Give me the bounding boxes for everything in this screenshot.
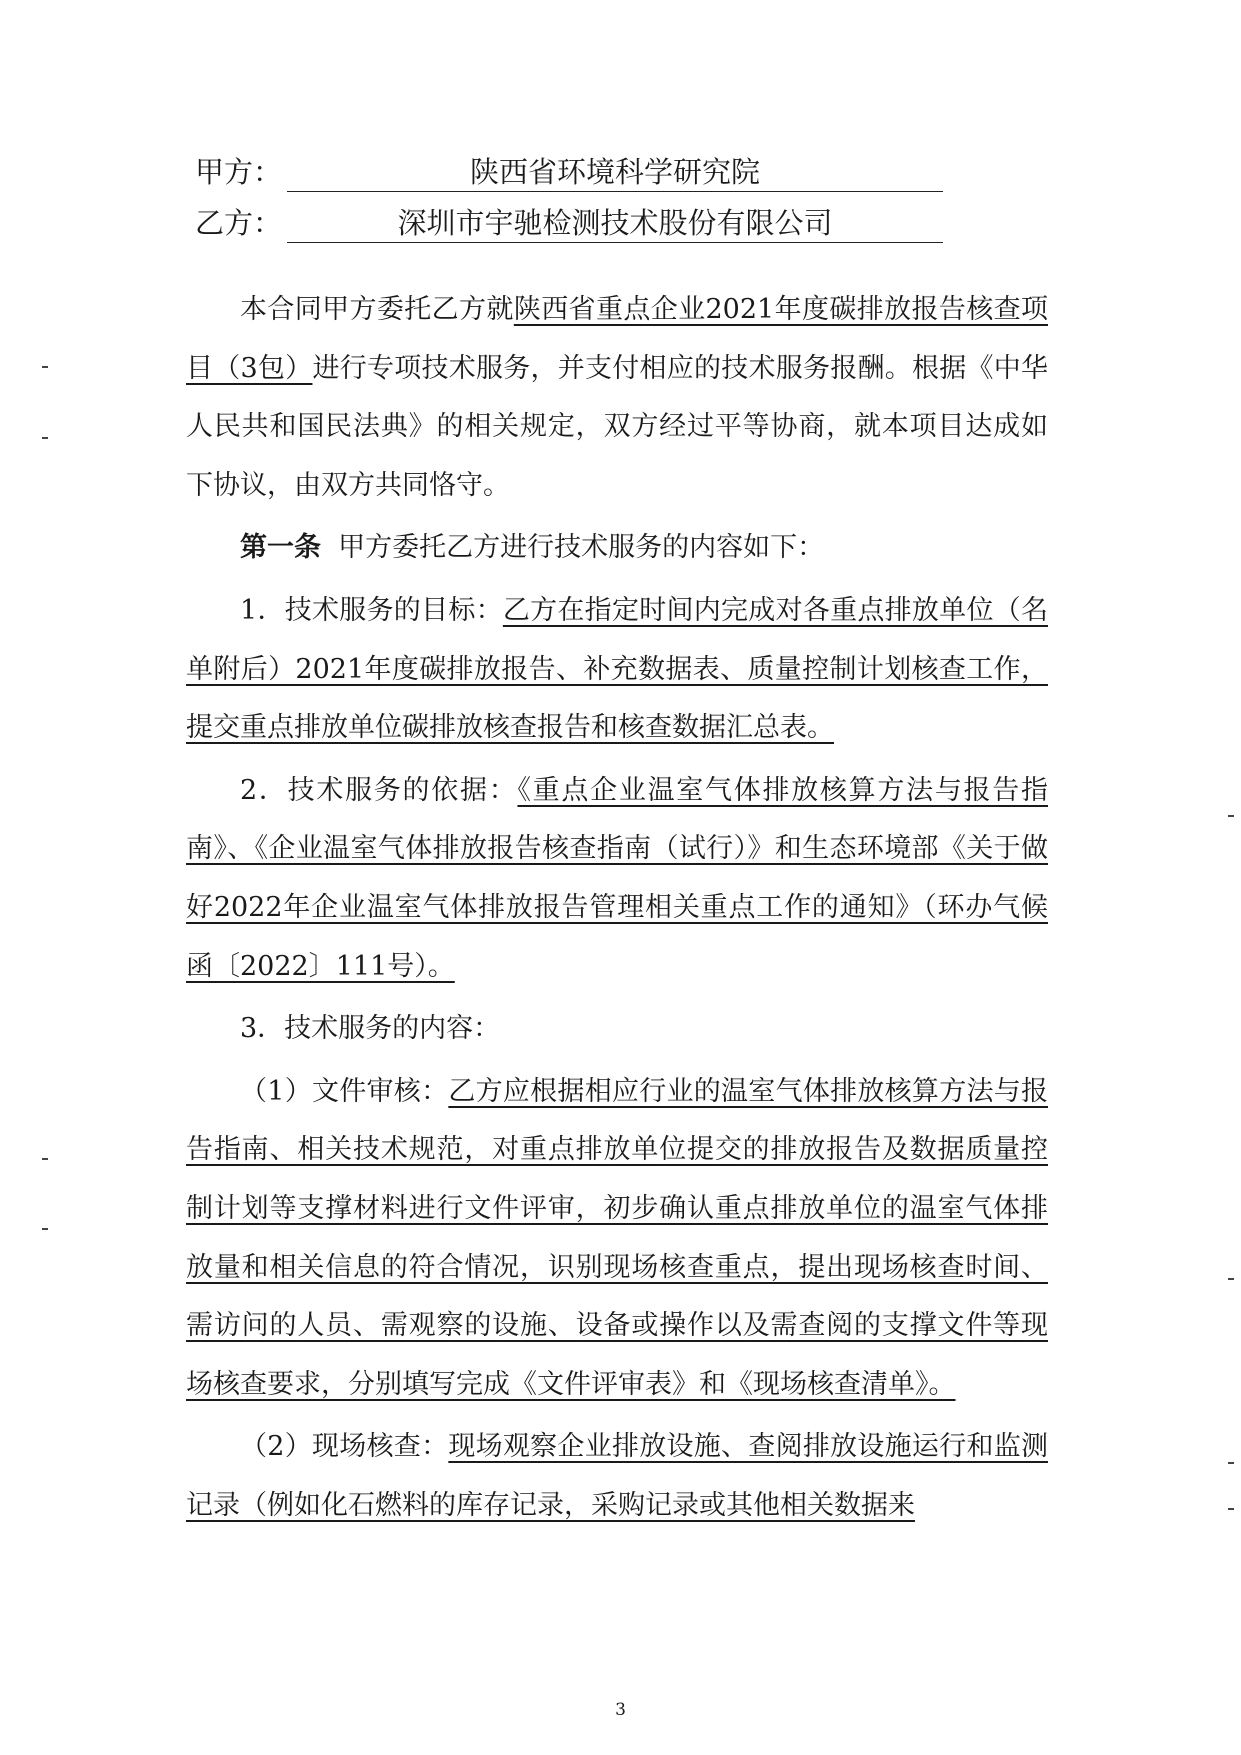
intro-paragraph <box>186 281 1048 515</box>
sub-2-text: 现场观察企业排放设施、查阅排放设施运行和监测记录（例如化石燃料的库存记录，采购记录或其他相关数据来 <box>186 1431 1049 1521</box>
party-b-value: 深圳市宇驰检测技术股份有限公司 <box>287 204 943 243</box>
intro-lead: 本合同甲方委托乙方就 <box>240 294 514 325</box>
party-b-label: 乙方： <box>195 206 283 240</box>
sub-1-label: （1）文件审核： <box>240 1075 449 1107</box>
party-a-label: 甲方： <box>195 155 283 189</box>
scan-mark <box>1228 1462 1234 1464</box>
scan-mark <box>1228 815 1234 817</box>
article-1-paragraph <box>186 519 1048 578</box>
scan-mark <box>1228 1508 1234 1510</box>
project-name: 陕西省重点企业2021年度碳排放报告核查项目（3包） <box>186 294 1048 384</box>
party-a-row <box>195 152 943 192</box>
item-3-label: 3．技术服务的内容： <box>240 1013 501 1045</box>
sub-2-paragraph <box>186 1418 1048 1535</box>
item-1-paragraph <box>186 582 1048 758</box>
contract-body <box>186 281 1048 1535</box>
scan-mark <box>1228 1278 1234 1280</box>
item-2-text: 《重点企业温室气体排放核算方法与报告指南》、《企业温室气体排放报告核查指南（试行）》和生态环境部《关于做好2022年企业温室气体排放报告管理相关重点工作的通知》（环办气候函〔2022〕111号）。 <box>186 774 1048 982</box>
intro-rest: 进行专项技术服务，并支付相应的技术服务报酬。根据《中华人民共和国民法典》的相关规定，双方经过平等协商，就本项目达成如下协议，由双方共同恪守。 <box>186 352 1049 501</box>
item-3-paragraph <box>186 1000 1048 1059</box>
page-number: 3 <box>615 1700 626 1720</box>
item-2-label: 2．技术服务的依据： <box>240 774 518 806</box>
scan-mark <box>42 1158 48 1160</box>
sub-2-label: （2）现场核查： <box>240 1431 449 1463</box>
article-1-text: 甲方委托乙方进行技术服务的内容如下： <box>338 532 825 564</box>
scan-mark <box>42 366 48 368</box>
item-1-text: 乙方在指定时间内完成对各重点排放单位（名单附后）2021年度碳排放报告、补充数据表、质量控制计划核查工作，提交重点排放单位碳排放核查报告和核查数据汇总表。 <box>186 594 1048 744</box>
scan-mark <box>42 1228 48 1230</box>
item-2-paragraph <box>186 762 1048 996</box>
article-1-heading: 第一条 <box>240 532 321 564</box>
party-a-value: 陕西省环境科学研究院 <box>287 153 943 192</box>
scan-mark <box>42 437 48 439</box>
sub-1-text: 乙方应根据相应行业的温室气体排放核算方法与报告指南、相关技术规范，对重点排放单位提交的排放报告及数据质量控制计划等支撑材料进行文件评审，初步确认重点排放单位的温室气体排放量和相关信息的符合情况，识别现场核查重点，提出现场核查时间、需访问的人员、需观察的设施、设备或操作以及需查阅的支撑文件等现场核查要求，分别填写完成《文件评审表》和《现场核查清单》。 <box>186 1075 1049 1400</box>
sub-1-paragraph <box>186 1063 1048 1415</box>
item-1-label: 1．技术服务的目标： <box>240 594 503 626</box>
party-b-row <box>195 203 943 243</box>
